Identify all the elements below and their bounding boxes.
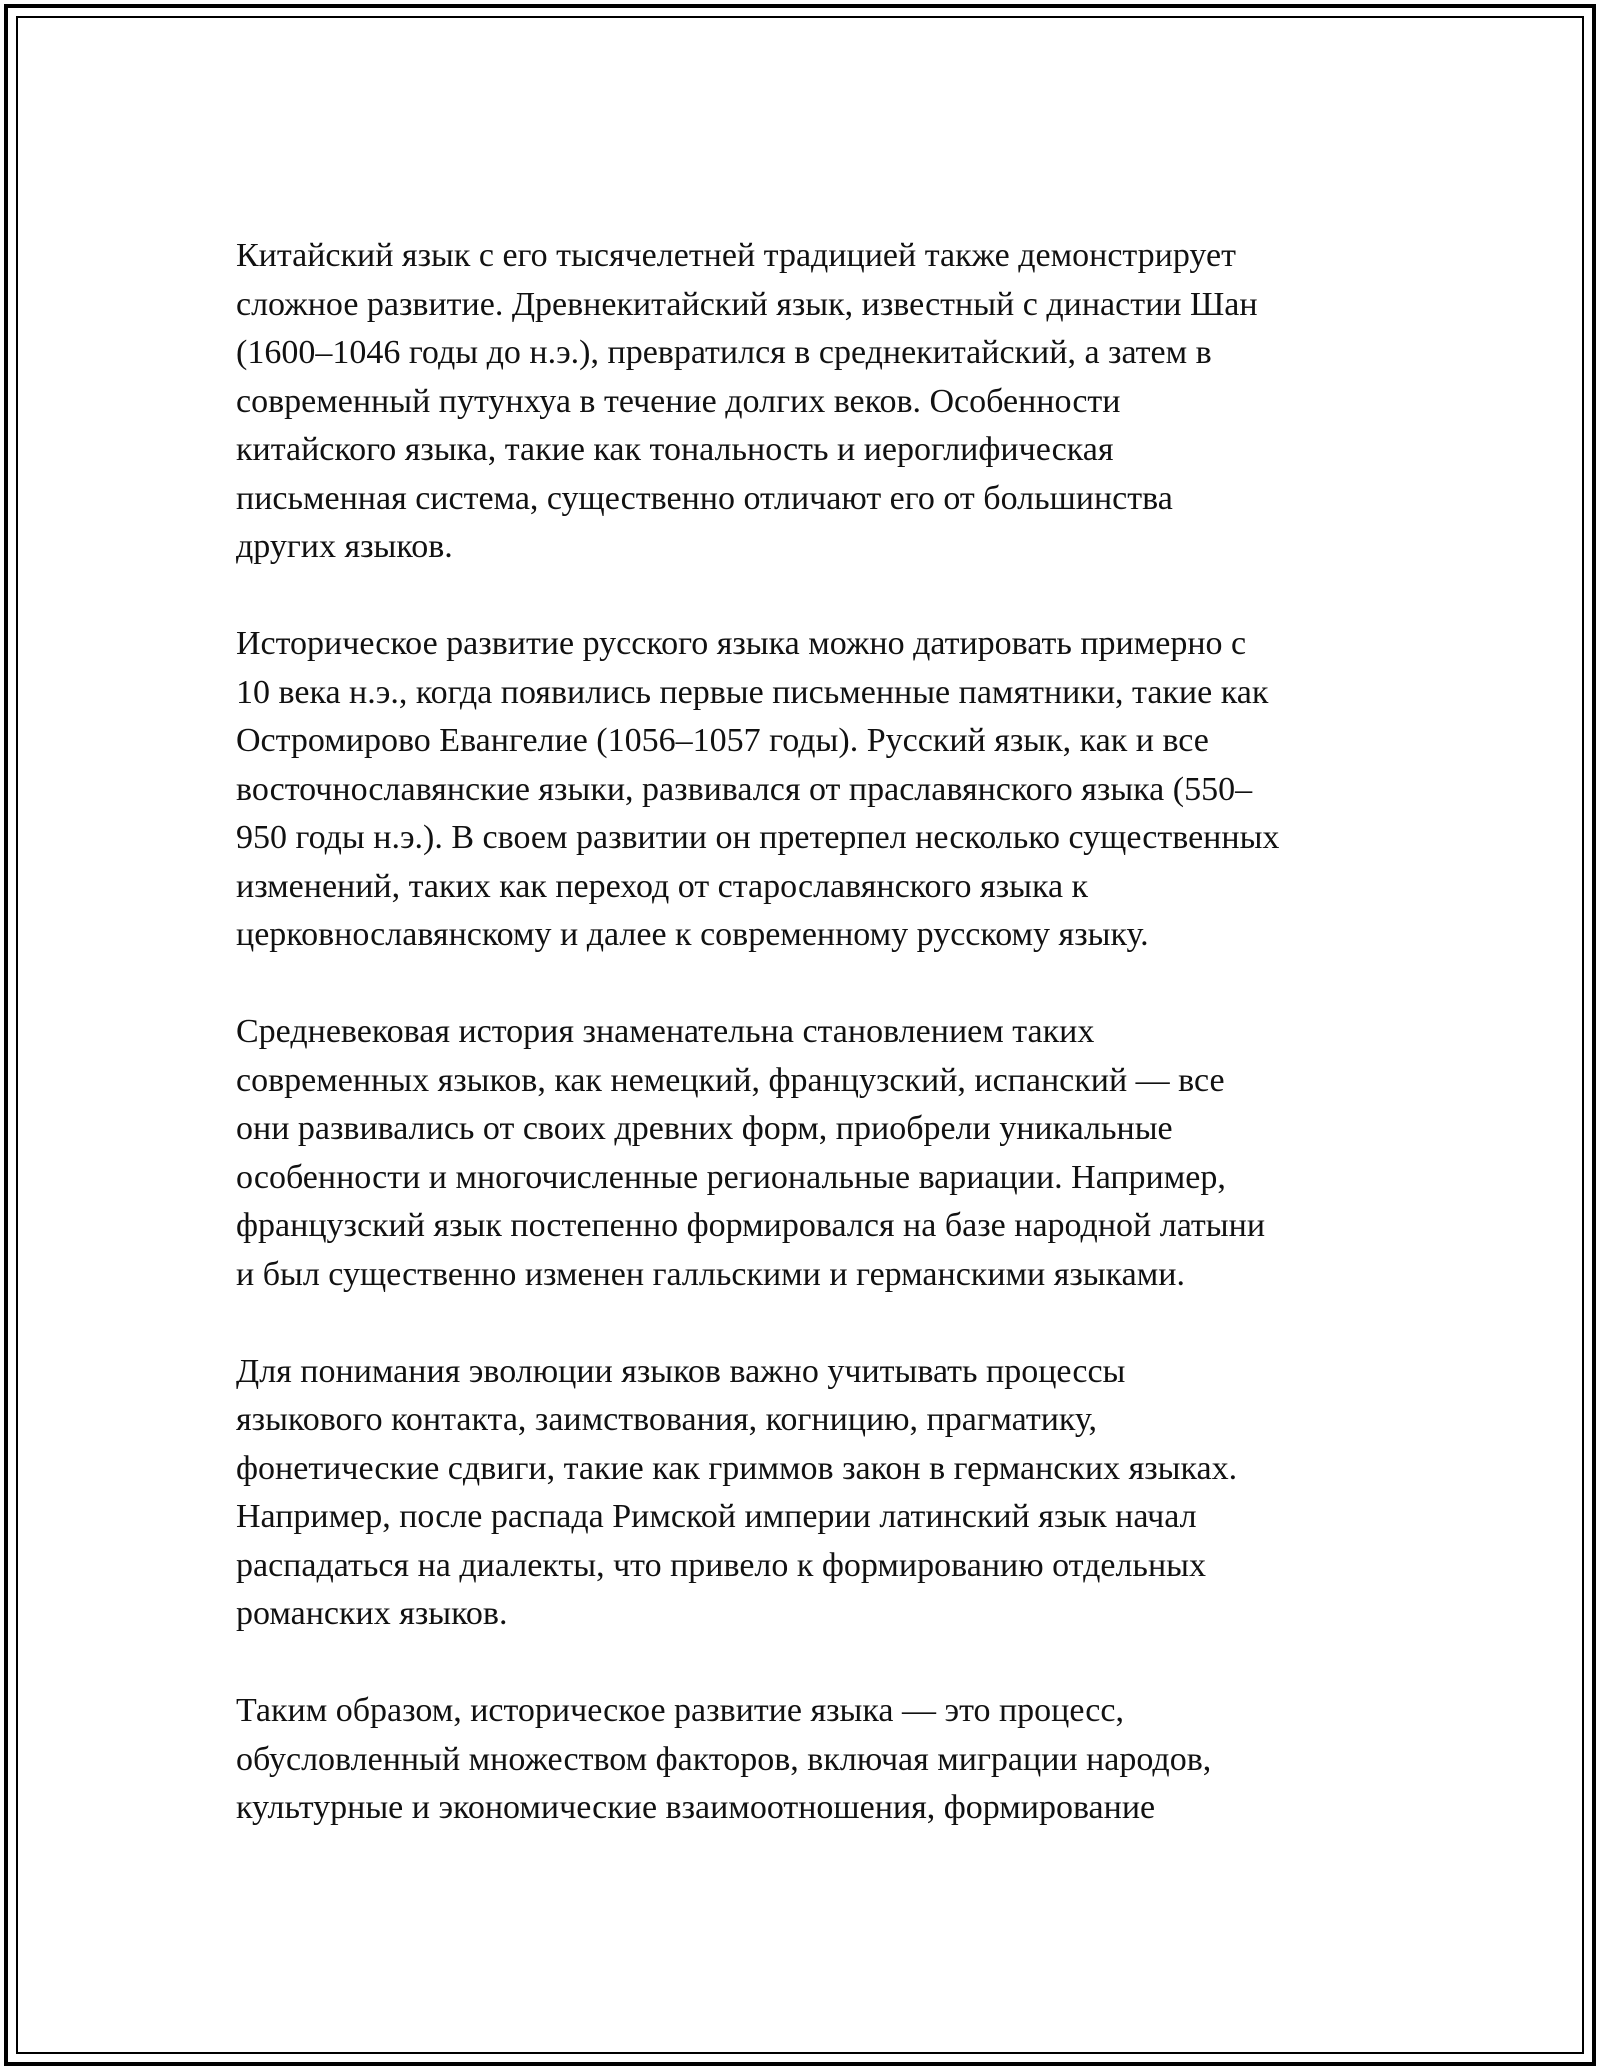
text-line: Для понимания эволюции языков важно учитывать процессы [236, 1352, 1126, 1390]
text-line: сложное развитие. Древнекитайский язык, известный с династии Шан [236, 285, 1258, 323]
text-line: Средневековая история знаменательна становлением таких [236, 1013, 1095, 1050]
text-line: восточнославянские языки, развивался от праславянского языка (550– [236, 770, 1253, 808]
text-line: и был существенно изменен галльскими и германскими языками. [236, 1255, 1185, 1293]
paragraph-medieval-history [236, 1008, 1400, 1299]
paragraph-language-evolution [236, 1348, 1400, 1639]
text-line: культурные и экономические взаимоотношения, формирование [236, 1789, 1156, 1826]
text-line: обусловленный множеством факторов, включая миграции народов, [236, 1740, 1212, 1778]
text-line: 950 годы н.э.). В своем развитии он претерпел несколько существенных [236, 819, 1280, 856]
text-line: романских языков. [236, 1595, 508, 1632]
paragraph-chinese-language [236, 232, 1400, 572]
text-line: Китайский язык с его тысячелетней традицией также демонстрирует [236, 237, 1236, 274]
text-line: Таким образом, историческое развитие языка — это процесс, [236, 1692, 1124, 1729]
text-line: Например, после распада Римской империи латинский язык начал [236, 1498, 1197, 1535]
text-line: языкового контакта, заимствования, когницию, прагматику, [236, 1401, 1098, 1438]
paragraph-conclusion [236, 1687, 1400, 1833]
text-line: церковнославянскому и далее к современному русскому языку. [236, 916, 1149, 953]
text-line: фонетические сдвиги, такие как гриммов закон в германских языках. [236, 1449, 1238, 1487]
text-line: современных языков, как немецкий, французский, испанский — все [236, 1061, 1225, 1099]
text-line: современный путунхуа в течение долгих веков. Особенности [236, 382, 1121, 420]
text-line: французский язык постепенно формировался на базе народной латыни [236, 1207, 1266, 1244]
text-line: других языков. [236, 528, 453, 565]
text-line: изменений, таких как переход от старославянского языка к [236, 867, 1089, 905]
text-line: Историческое развитие русского языка можно датировать примерно с [236, 625, 1247, 662]
text-line: (1600–1046 годы до н.э.), превратился в среднекитайский, а затем в [236, 334, 1212, 371]
document-body [236, 232, 1400, 1881]
text-line: распадаться на диалекты, что привело к формированию отдельных [236, 1546, 1206, 1584]
text-line: 10 века н.э., когда появились первые письменные памятники, такие как [236, 673, 1269, 711]
text-line: особенности и многочисленные региональные вариации. Например, [236, 1158, 1226, 1196]
paragraph-russian-language [236, 620, 1400, 960]
text-line: они развивались от своих древних форм, приобрели уникальные [236, 1110, 1173, 1147]
text-line: Остромирово Евангелие (1056–1057 годы). Русский язык, как и все [236, 722, 1209, 759]
text-line: китайского языка, такие как тональность и иероглифическая [236, 431, 1114, 468]
text-line: письменная система, существенно отличают его от большинства [236, 479, 1173, 517]
